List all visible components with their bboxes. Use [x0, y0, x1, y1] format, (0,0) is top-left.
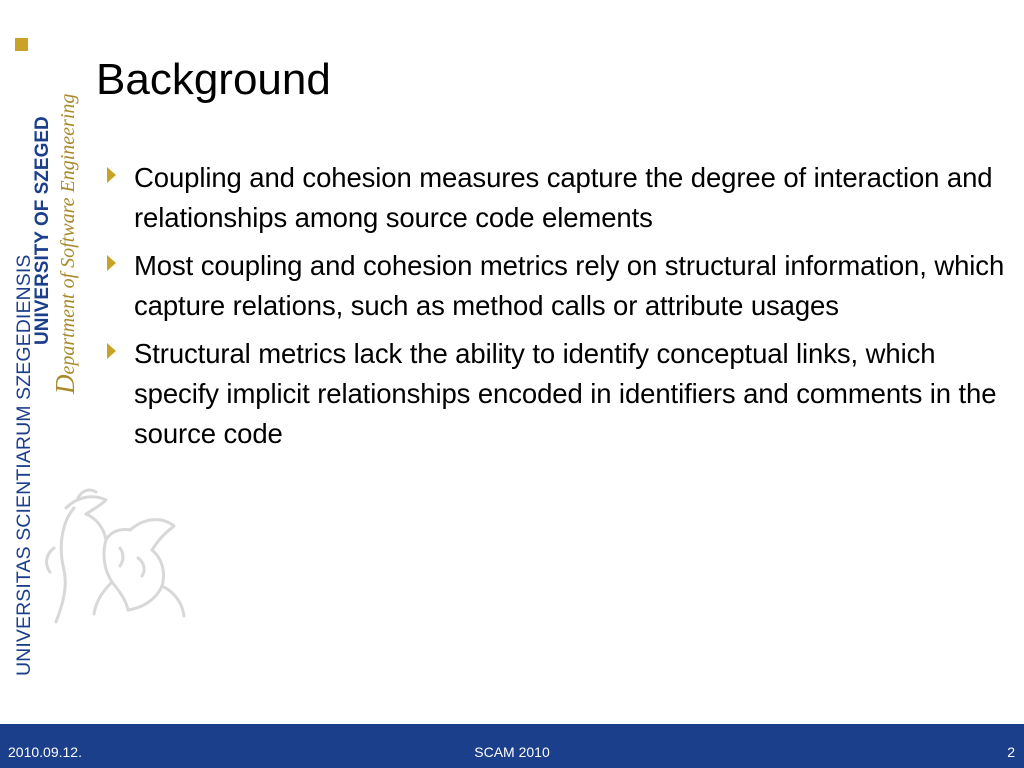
bullet-arrow-icon: [107, 343, 116, 359]
bullet-item: [106, 246, 1006, 326]
footer-bar: [0, 724, 1024, 768]
bullet-text: Structural metrics lack the ability to identify conceptual links, which specify implicit relationships encoded in identifiers and comments in the source code: [134, 338, 997, 449]
griffin-crest-icon: [34, 488, 194, 633]
department-initial: D: [50, 374, 80, 394]
bullet-item: [106, 334, 1006, 454]
bullet-arrow-icon: [107, 255, 116, 271]
bullet-list: [106, 158, 1006, 462]
bullet-arrow-icon: [107, 167, 116, 183]
page-number: 2: [1007, 744, 1015, 760]
bullet-text: Most coupling and cohesion metrics rely on structural information, which capture relations, such as method calls or attribute usages: [134, 250, 1005, 321]
slide-title: Background: [96, 55, 331, 104]
footer-event-name: SCAM 2010: [474, 744, 550, 760]
latin-university-name: UNIVERSITAS SCIENTIARUM SZEGEDIENSIS: [13, 254, 35, 676]
bullet-item: [106, 158, 1006, 238]
footer-date: 2010.09.12.: [8, 744, 82, 760]
university-name: UNIVERSITY OF SZEGED: [32, 116, 53, 345]
department-name-rest: epartment of Software Engineering: [57, 93, 79, 375]
gold-square-mark: [15, 38, 28, 51]
bullet-text: Coupling and cohesion measures capture the degree of interaction and relationships among source code elements: [134, 162, 993, 233]
department-name: [50, 94, 81, 394]
